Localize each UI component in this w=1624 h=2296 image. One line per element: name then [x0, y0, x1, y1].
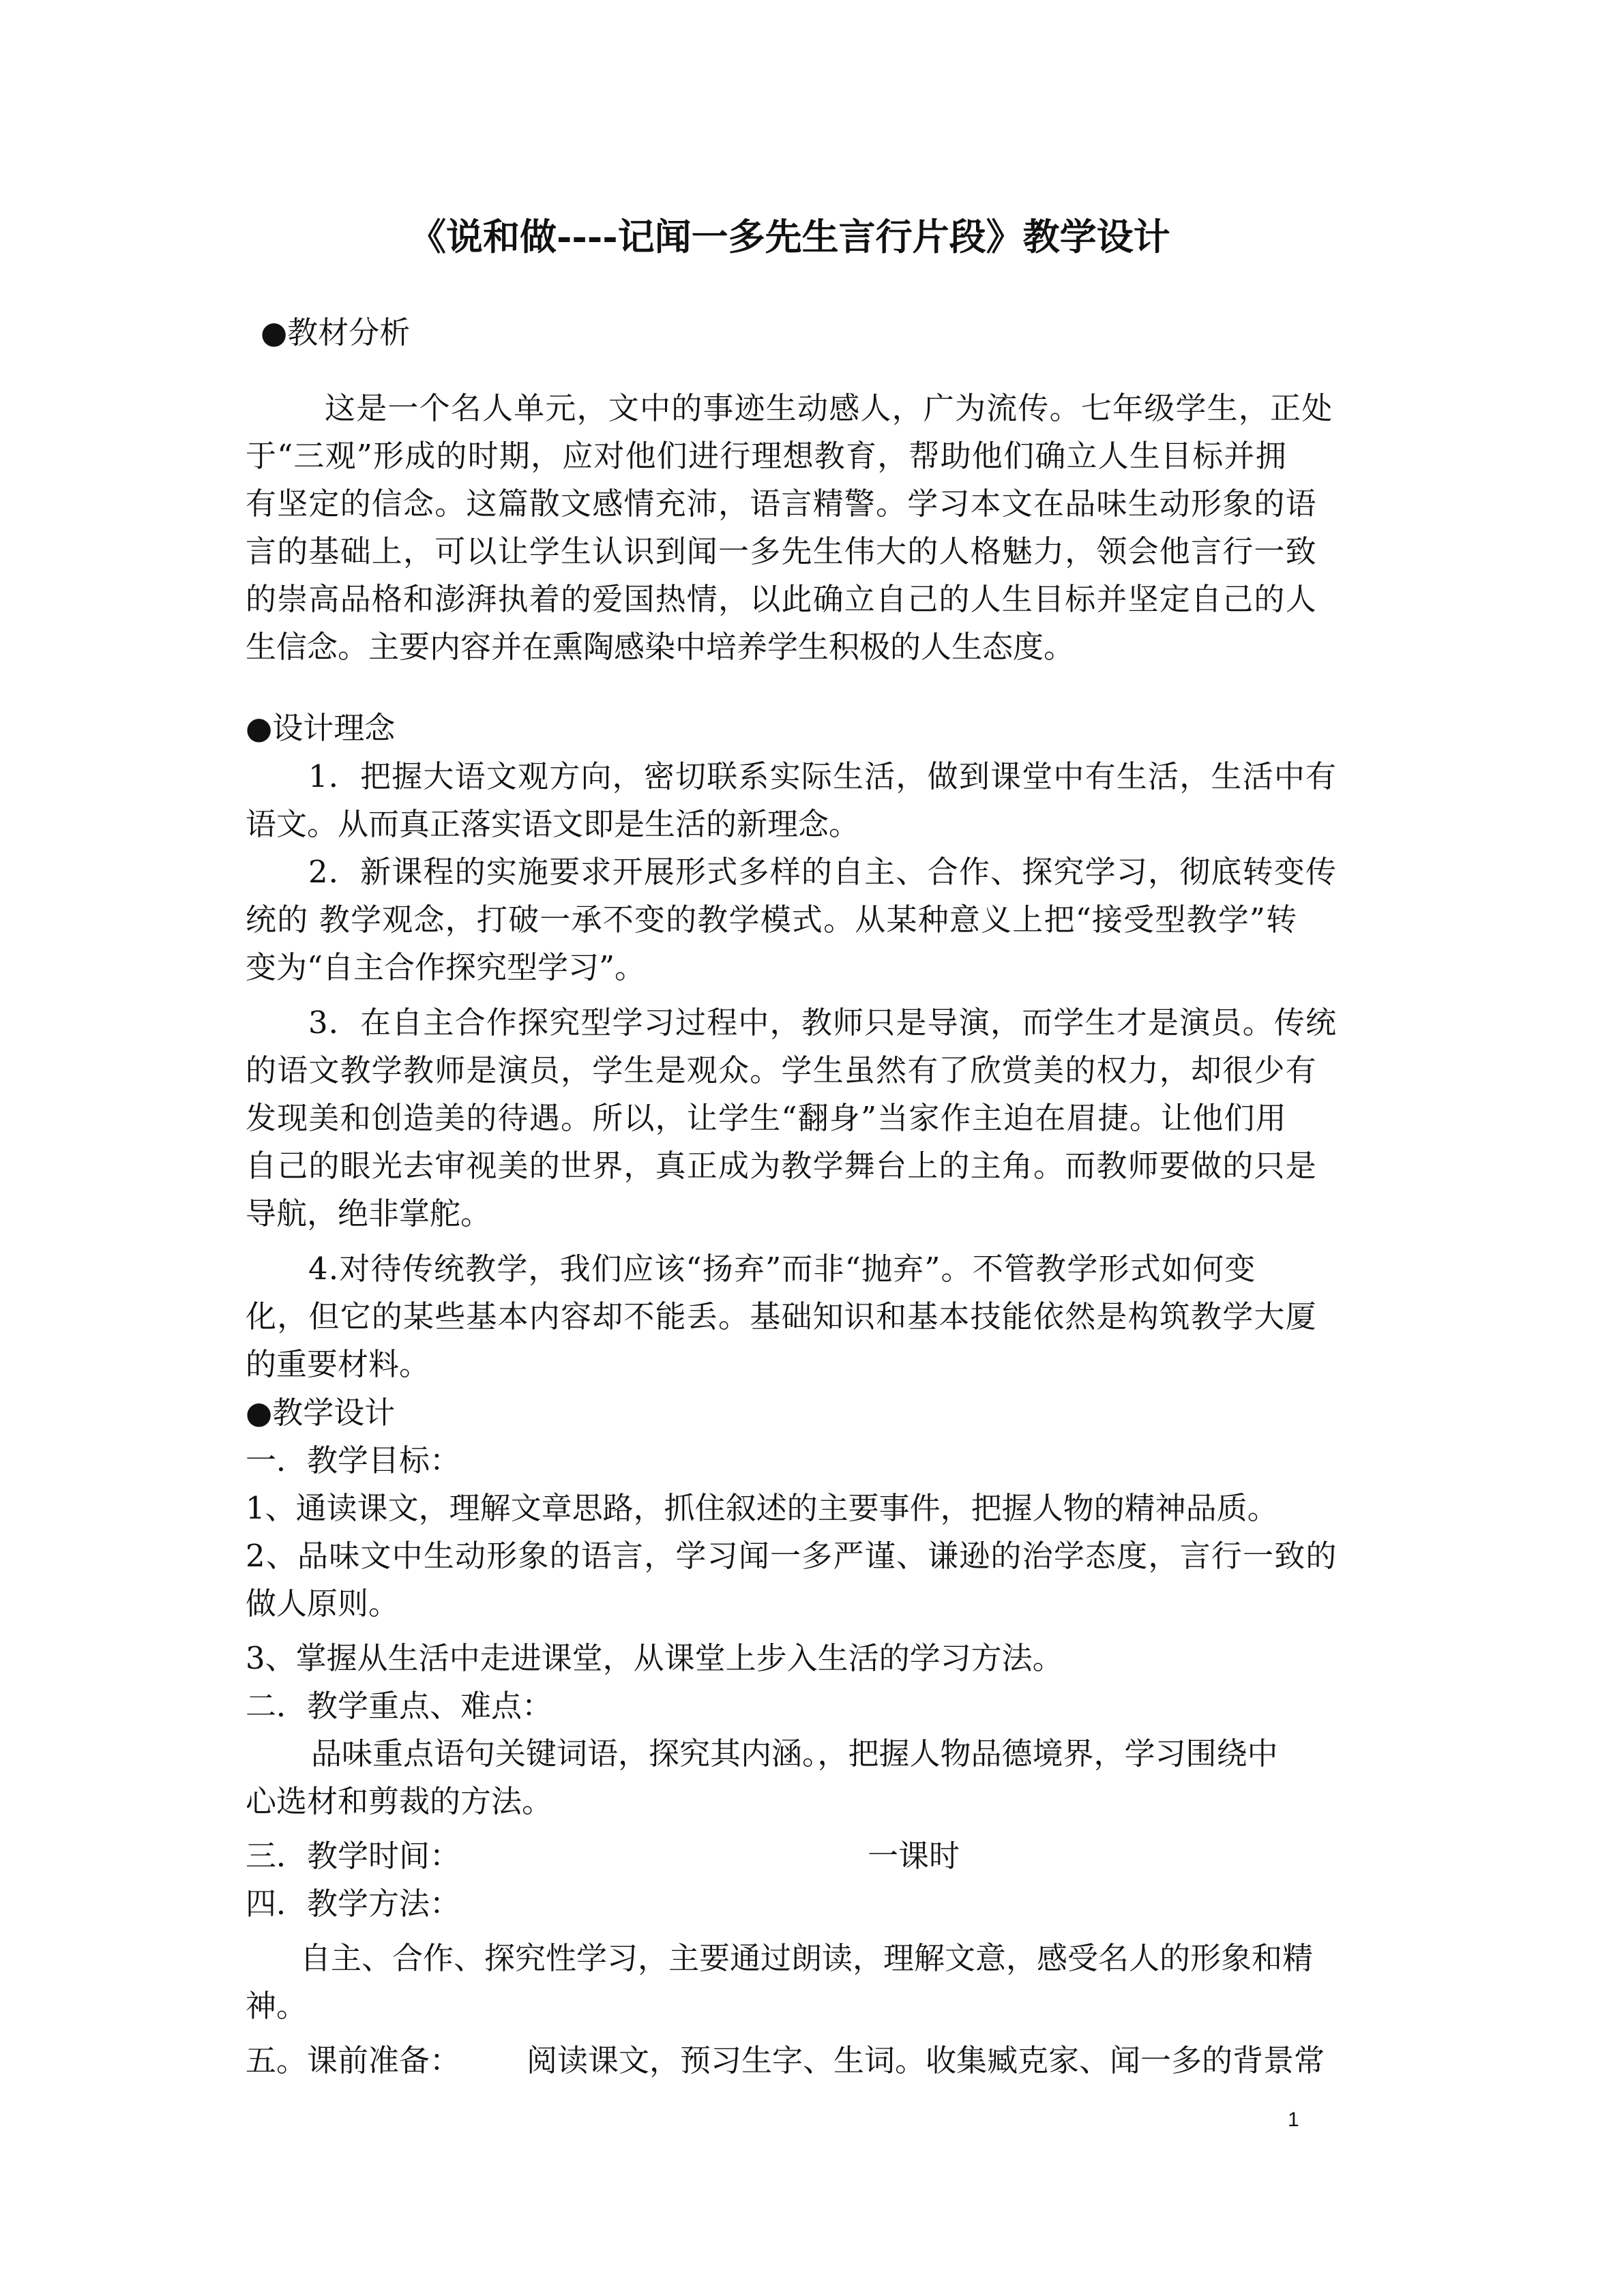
section-heading-textbook-analysis: ●教材分析: [261, 314, 411, 351]
paragraph-line: 1．把握大语文观方向，密切联系实际生活，做到课堂中有生活，生活中有: [308, 758, 1338, 794]
page-number: 1: [1288, 2108, 1299, 2131]
paragraph-line: 2．新课程的实施要求开展形式多样的自主、合作、探究学习，彻底转变传: [308, 854, 1338, 890]
paragraph-line: 发现美和创造美的待遇。所以，让学生“翻身”当家作主迫在眉捷。让他们用: [246, 1100, 1287, 1136]
paragraph-line: 4.对待传统教学，我们应该“扬弃”而非“抛弃”。不管教学形式如何变: [308, 1251, 1256, 1287]
paragraph-line: 统的 教学观念，打破一承不变的教学模式。从某种意义上把“接受型教学”转: [246, 901, 1298, 938]
paragraph-line: 的崇高品格和澎湃执着的爱国热情，以此确立自己的人生目标并坚定自己的人: [246, 581, 1317, 617]
paragraph-line: 的重要材料。: [246, 1346, 430, 1382]
method-line: 自主、合作、探究性学习，主要通过朗读，理解文意，感受名人的形象和精: [300, 1940, 1314, 1976]
paragraph-line: 化，但它的某些基本内容却不能丢。基础知识和基本技能依然是构筑教学大厦: [246, 1298, 1317, 1335]
paragraph-line: 生信念。主要内容并在熏陶感染中培养学生积极的人生态度。: [246, 629, 1075, 665]
section-heading-teaching-design: ●教学设计: [246, 1395, 396, 1431]
paragraph-line: 言的基础上，可以让学生认识到闻一多先生伟大的人格魅力，领会他言行一致: [246, 533, 1317, 569]
goal-item-2-cont: 做人原则。: [246, 1585, 400, 1622]
paragraph-line: 变为“自主合作探究型学习”。: [246, 949, 646, 985]
key-points-line: 品味重点语句关键词语，探究其内涵。，把握人物品德境界，学习围绕中: [311, 1735, 1278, 1772]
pre-class-prep-row: [246, 2042, 1405, 2079]
subheading-teaching-goals: 一．教学目标：: [246, 1442, 461, 1478]
document-title: 《说和做----记闻一多先生言行片段》教学设计: [409, 215, 1170, 258]
paragraph-line: 于“三观”形成的时期，应对他们进行理想教育，帮助他们确立人生目标并拥: [246, 438, 1287, 474]
key-points-line: 心选材和剪裁的方法。: [246, 1783, 553, 1819]
paragraph-line: 语文。从而真正落实语文即是生活的新理念。: [246, 806, 860, 842]
method-line: 神。: [246, 1988, 308, 2024]
pre-class-prep-label: 五。课前准备：: [246, 2042, 461, 2078]
subheading-teaching-method: 四．教学方法：: [246, 1885, 461, 1922]
goal-item-3: 3、掌握从生活中走进课堂，从课堂上步入生活的学习方法。: [246, 1640, 1063, 1676]
paragraph-line: 导航，绝非掌舵。: [246, 1195, 492, 1232]
paragraph-line: 有坚定的信念。这篇散文感情充沛，语言精警。学习本文在品味生动形象的语: [246, 486, 1317, 522]
subheading-key-points: 二．教学重点、难点：: [246, 1688, 553, 1724]
paragraph-line: 这是一个名人单元，文中的事迹生动感人，广为流传。七年级学生，正处: [325, 390, 1333, 426]
goal-item-1: 1、通读课文，理解文章思路，抓住叙述的主要事件，把握人物的精神品质。: [246, 1490, 1278, 1526]
section-heading-design-concept: ●设计理念: [246, 710, 396, 746]
teaching-time-row: [246, 1840, 1064, 1875]
paragraph-line: 自己的眼光去审视美的世界，真正成为教学舞台上的主角。而教师要做的只是: [246, 1148, 1317, 1184]
pre-class-prep-value: 阅读课文，预习生字、生词。收集臧克家、闻一多的背景常: [527, 2042, 1325, 2078]
teaching-time-label: 三．教学时间：: [246, 1838, 461, 1874]
paragraph-line: 的语文教学教师是演员，学生是观众。学生虽然有了欣赏美的权力，却很少有: [246, 1052, 1317, 1088]
paragraph-line: 3．在自主合作探究型学习过程中，教师只是导演，而学生才是演员。传统: [308, 1004, 1338, 1041]
teaching-time-value: 一课时: [868, 1838, 960, 1874]
goal-item-2: 2、品味文中生动形象的语言，学习闻一多严谨、谦逊的治学态度，言行一致的: [246, 1538, 1338, 1574]
